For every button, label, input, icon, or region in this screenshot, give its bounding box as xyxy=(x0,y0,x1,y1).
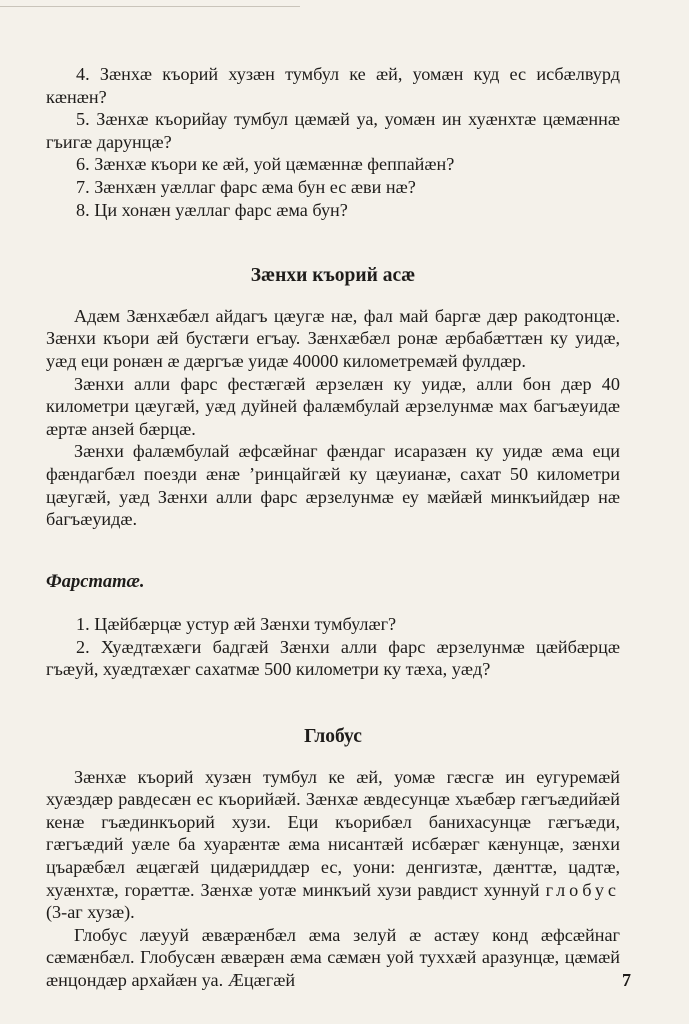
page-number: 7 xyxy=(622,970,631,990)
exercise-item: 2. Хуæдтæхæги бадгæй Зæнхи алли фарс æрзелунмæ цæйбæрцæ гъæуй, хуæдтæхæг сахатмæ 500 километри ку тæха, уæд? xyxy=(46,636,620,680)
paragraph: Адæм Зæнхæбæл айдагъ цæугæ нæ, фал май баргæ дæр ракодтонцæ. Зæнхи къори æй бустæги егъау. Зæнхæбæл ронæ æрбабæттæн ку уидæ, уæд еци ронæн æ дæргъæ уидæ 40000 километремæй фулдæр. xyxy=(46,305,620,371)
paragraph: Глобус лæууй æвæрæнбæл æма зелуй æ астæу конд æфсæйнаг сæмæнбæл. Глобусæн æвæрæн æма сæмæн уой туххæй аразунцæ, цæмæй æнцондæр архайæн уа. Æцæгæй xyxy=(46,924,620,990)
term-globe: глобус xyxy=(545,879,620,900)
paragraph-text: (3-аг хузæ). xyxy=(46,902,135,923)
page-content xyxy=(46,63,620,992)
top-rule xyxy=(0,6,300,7)
exercise-item: 1. Цæйбæрцæ устур æй Зæнхи тумбулæг? xyxy=(76,614,397,635)
question-6: 6. Зæнхæ къори ке æй, уой цæмæннæ феппайæн? xyxy=(76,154,455,175)
exercises-heading: Фарстатæ. xyxy=(46,571,145,592)
question-7: 7. Зæнхæн уæллаг фарс æма бун ес æви нæ? xyxy=(76,176,416,197)
paragraph-text: Зæнхæ къорий хузæн тумбул ке æй, уомæ гæсгæ ин еугуремæй хуæздæр равдесæн ес къорийæй. Зæнхæ æвдесунцæ хъæбæр гæгъæдийæй кенæ гъæдинкъорий хузи. Еци къорибæл банихасунцæ гæгъæди, гæгъæдий уæле ба хуарæнтæ æма нисантæй исбæрæг кæнунцæ, зæнхи цъарæбæл æцæгæй цидæриддæр ес, уони: денгизтæ, дæнттæ, цадтæ, хуæнхтæ, горæттæ. Зæнхæ уотæ минкъий хузи равдист хуннуй xyxy=(46,766,620,900)
question-8: 8. Ци хонæн уæллаг фарс æма бун? xyxy=(76,199,348,220)
paragraph: Зæнхи фалæмбулай æфсæйнаг фæндаг исаразæн ку уидæ æма еци фæндагбæл поезди æнæ ’ринцайгæй ку цæуианæ, сахат 50 километри цæугæй, уæд Зæнхи алли фарс æрзелунмæ еу мæйæй минкъийдæр нæ багъæуидæ. xyxy=(46,441,620,530)
section-heading-earth-size: Зæнхи къорий асæ xyxy=(250,265,416,287)
paragraph: Зæнхи алли фарс фестæгæй æрзелæн ку уидæ, алли бон дæр 40 километри цæугæй, уæд дуйней фалæмбулай æрзелунмæ мах багъæуидæ æртæ анзей бæрцæ. xyxy=(46,373,620,439)
question-4: 4. Зæнхæ къорий хузæн тумбул ке æй, уомæн куд ес исбæлвурд кæнæн? xyxy=(46,64,620,107)
section-heading-globe: Глобус xyxy=(304,726,362,748)
paragraph xyxy=(46,766,620,924)
question-5: 5. Зæнхæ къорийау тумбул цæмæй уа, уомæн ин хуæнхтæ цæмæннæ гъигæ дарунцæ? xyxy=(46,109,620,152)
